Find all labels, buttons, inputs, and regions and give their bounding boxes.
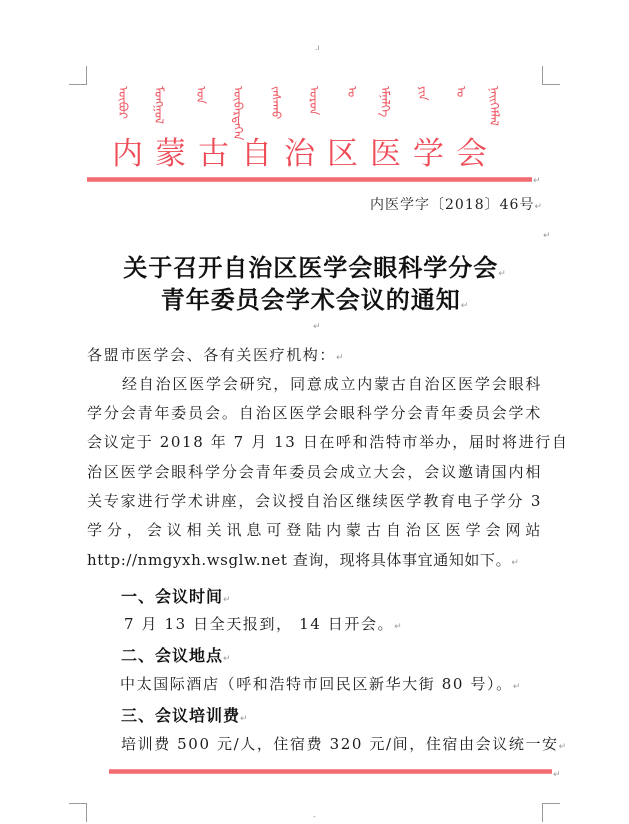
mongolian-word: ᠵᠠᠰᠠᠬᠤ	[269, 86, 283, 120]
page-corner-mark-top-left	[69, 66, 87, 85]
footer-paragraph-mark: ˺	[313, 815, 316, 824]
mongolian-word: ᠤᠨ	[194, 86, 208, 104]
paragraph-mark: ↵	[498, 269, 506, 279]
section-heading-text: 一、会议时间	[121, 587, 224, 606]
page-corner-mark-bottom-left	[69, 803, 87, 822]
footer-red-rule	[109, 769, 552, 774]
paragraph-mark: ↵	[553, 770, 561, 780]
section-content-fees	[121, 734, 581, 757]
paragraph-mark: ↵	[512, 682, 521, 692]
document-number	[370, 194, 542, 214]
section-content-location	[120, 674, 580, 697]
paragraph-line: 会议定于 2018 年 7 月 13 日在呼和浩特市举办，届时将进行自	[87, 433, 569, 451]
title-text: 青年委员会学术会议的通知	[160, 285, 461, 314]
mongolian-org-name	[116, 86, 518, 141]
paragraph-mark: ↵	[511, 558, 519, 568]
paragraph-line-last	[87, 550, 547, 573]
paragraph-line: 治区医学会眼科学分会青年委员会成立大会，会议邀请国内相	[87, 463, 542, 481]
mongolian-word: ᠡᠮᠨᠡᠯᠭᠡ	[378, 86, 392, 118]
paragraph-mark: ↵	[240, 714, 248, 724]
paragraph-line: 经自治区医学会研究，同意成立内蒙古自治区医学会眼科	[122, 375, 542, 393]
mongolian-word: ᠣᠷᠣᠨ	[307, 86, 321, 116]
document-number-text: 内医学字〔2018〕46号	[370, 197, 535, 213]
mongolian-word: ᠤ	[345, 86, 359, 98]
notice-title-line-1	[0, 248, 629, 283]
mongolian-word: ᠮᠣᠩᠭᠣᠯ	[152, 86, 166, 124]
page-corner-mark-bottom-right	[542, 803, 560, 822]
paragraph-mark: ↵	[223, 595, 231, 605]
section-heading-text: 三、会议培训费	[121, 706, 241, 725]
salutation-text: 各盟市医学会、各有关医疗机构：	[87, 346, 337, 364]
salutation	[87, 345, 547, 368]
paragraph-mark: ↵	[223, 654, 231, 664]
section-heading-location	[121, 643, 231, 666]
paragraph-line-text: http://nmgyxh.wsglw.net 查询，现将具体事宜通知如下。	[87, 551, 512, 569]
section-content-time	[124, 614, 584, 637]
paragraph-mark: ↵	[533, 176, 541, 186]
header-red-rule	[87, 177, 532, 182]
section-heading-text: 二、会议地点	[121, 646, 224, 665]
organization-name: 内蒙古自治区医学会	[112, 136, 499, 172]
page-corner-mark-top-right	[542, 66, 560, 85]
mongolian-word: ᠥᠪᠥᠷ	[116, 86, 130, 119]
section-content-text: 7 月 13 日全天报到， 14 日开会。	[124, 615, 395, 633]
notice-title-line-2	[0, 280, 629, 315]
mongolian-word: ᠨᠡᠢᠭᠡᠮᠯᠡᠯ	[487, 86, 501, 126]
section-heading-fees	[121, 703, 248, 726]
header-paragraph-mark: .ı	[315, 43, 320, 52]
paragraph-mark: ↵	[534, 202, 542, 212]
section-heading-time	[121, 584, 231, 607]
paragraph-line: 学分会青年委员会。自治区医学会眼科学分会青年委员会学术	[87, 404, 542, 422]
mongolian-word: ᠶᠢᠨ	[416, 86, 430, 101]
paragraph-mark: ↵	[336, 353, 344, 363]
paragraph-mark: ↵	[460, 301, 469, 311]
section-content-text: 中太国际酒店（呼和浩特市回民区新华大街 80 号）。	[120, 675, 513, 693]
mongolian-word: ᠥᠪᠡᠷᠲᠡᠭᠡᠨ	[231, 86, 245, 141]
paragraph-line: 学分，会议相关讯息可登陆内蒙古自治区医学会网站	[87, 521, 542, 539]
title-text: 关于召开自治区医学会眼科学分会	[123, 253, 499, 282]
paragraph-mark: ↵	[394, 622, 402, 632]
paragraph-mark: ↵	[543, 231, 551, 241]
mongolian-word: ᠤ	[454, 86, 468, 98]
section-content-text: 培训费 500 元/人，住宿费 320 元/间，住宿由会议统一安	[121, 735, 559, 753]
paragraph-line: 关专家进行学术讲座，会议授自治区继续医学教育电子学分 3	[87, 492, 542, 510]
paragraph-mark: ↵	[558, 742, 567, 752]
paragraph-mark: ↵	[313, 322, 321, 332]
